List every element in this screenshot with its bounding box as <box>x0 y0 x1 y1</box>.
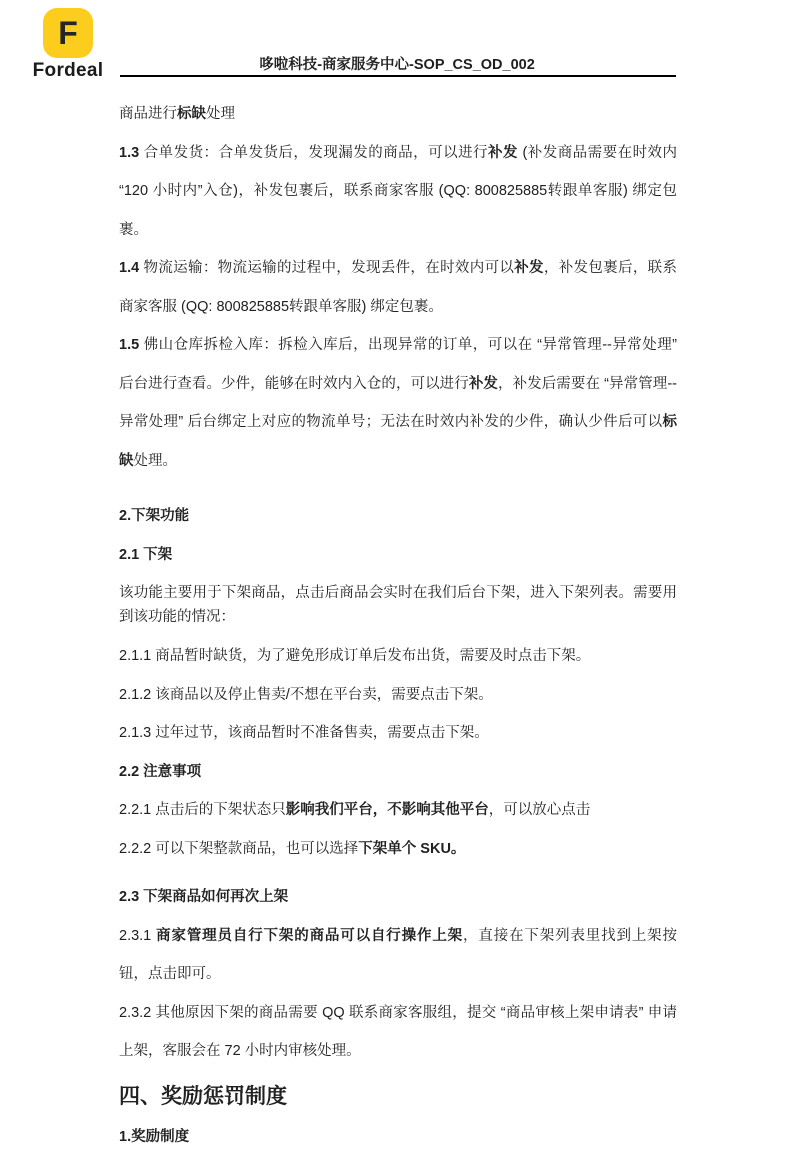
text-run: 2.2.2 可以下架整款商品，也可以选择 <box>119 841 358 857</box>
bold-run: 标缺 <box>119 414 677 469</box>
text-run: 2.3.1 <box>119 928 156 944</box>
paragraph <box>119 676 677 715</box>
paragraph <box>119 830 677 869</box>
text-run: 2.2 注意事项 <box>119 764 201 780</box>
bold-run: 标缺 <box>177 106 206 122</box>
bold-run: 补发 <box>514 260 544 276</box>
paragraph <box>119 1118 677 1156</box>
paragraph <box>119 1076 677 1118</box>
text-run: 2.2.1 点击后的下架状态只 <box>119 802 286 818</box>
paragraph <box>119 994 677 1071</box>
text-run: ，补发包裹后，联系商家客服 (QQ: 800825885转跟单客服) 绑定包裹。 <box>119 260 677 315</box>
bold-run: 补发 <box>469 376 498 392</box>
paragraph <box>119 581 677 629</box>
bold-run: 商家管理员自行下架的商品可以自行操作上架 <box>156 928 463 944</box>
paragraph <box>119 326 677 480</box>
text-run: 2.1.2 该商品以及停止售卖/不想在平台卖，需要点击下架。 <box>119 687 493 703</box>
text-run: 处理 <box>206 106 235 122</box>
text-run: 2.1 下架 <box>119 547 172 563</box>
paragraph <box>119 497 677 536</box>
text-run: 2.3.2 其他原因下架的商品需要 QQ 联系商家客服组，提交 “商品审核上架申请表” 申请上架，客服会在 72 小时内审核处理。 <box>119 1005 677 1060</box>
paragraph <box>119 249 677 326</box>
text-run: 2.1.3 过年过节，该商品暂时不准备售卖，需要点击下架。 <box>119 725 489 741</box>
fordeal-logo-letter: F <box>58 17 78 49</box>
text-run: 佛山仓库拆检入库：拆检入库后，出现异常的订单，可以在 “异常管理--异常处理” 后台进行查看。少件，能够在时效内入仓的，可以进行 <box>119 337 677 392</box>
bold-run: 下架单个 SKU。 <box>358 841 465 857</box>
text-run: 该功能主要用于下架商品，点击后商品会实时在我们后台下架，进入下架列表。需要用到该功能的情况： <box>119 585 677 625</box>
fordeal-logo-icon <box>43 8 93 58</box>
text-run: 物流运输：物流运输的过程中，发现丢件，在时效内可以 <box>139 260 514 276</box>
paragraph <box>119 536 677 575</box>
fordeal-wordmark: Fordeal <box>33 60 104 82</box>
paragraph <box>119 917 677 994</box>
bold-run: 1.4 <box>119 260 139 276</box>
text-run: 2.1.1 商品暂时缺货，为了避免形成订单后发布出货，需要及时点击下架。 <box>119 648 590 664</box>
paragraph <box>119 134 677 250</box>
text-run: 合单发货：合单发货后，发现漏发的商品，可以进行 <box>139 145 488 161</box>
paragraph <box>119 95 677 134</box>
header-rule <box>120 75 676 77</box>
bold-run: 影响我们平台，不影响其他平台 <box>286 802 489 818</box>
page-header-title: 哆啦科技-商家服务中心-SOP_CS_OD_002 <box>0 53 794 74</box>
paragraph <box>119 878 677 917</box>
bold-run: 1.5 <box>119 337 139 353</box>
text-run: ，补发后需要在 “异常管理--异常处理” 后台绑定上对应的物流单号；无法在时效内补发的少件，确认少件后可以 <box>119 376 677 431</box>
paragraph <box>119 753 677 792</box>
document-content <box>119 95 677 1156</box>
text-run: 2.下架功能 <box>119 508 189 524</box>
paragraph <box>119 637 677 676</box>
text-run: (补发商品需要在时效内 “120 小时内”入仓)，补发包裹后，联系商家客服 (QQ: 800825885转跟单客服) 绑定包裹。 <box>119 145 677 238</box>
text-run: ，直接在下架列表里找到上架按钮，点击即可。 <box>119 928 677 983</box>
paragraph <box>119 791 677 830</box>
bold-run: 补发 <box>488 145 518 161</box>
text-run: 2.3 下架商品如何再次上架 <box>119 889 288 905</box>
text-run: 商品进行 <box>119 106 177 122</box>
text-run: 四、奖励惩罚制度 <box>119 1085 287 1108</box>
bold-run: 1.3 <box>119 145 139 161</box>
text-run: 1.奖励制度 <box>119 1129 189 1145</box>
paragraph <box>119 714 677 753</box>
text-run: ，可以放心点击 <box>489 802 591 818</box>
text-run: 处理。 <box>134 453 178 469</box>
